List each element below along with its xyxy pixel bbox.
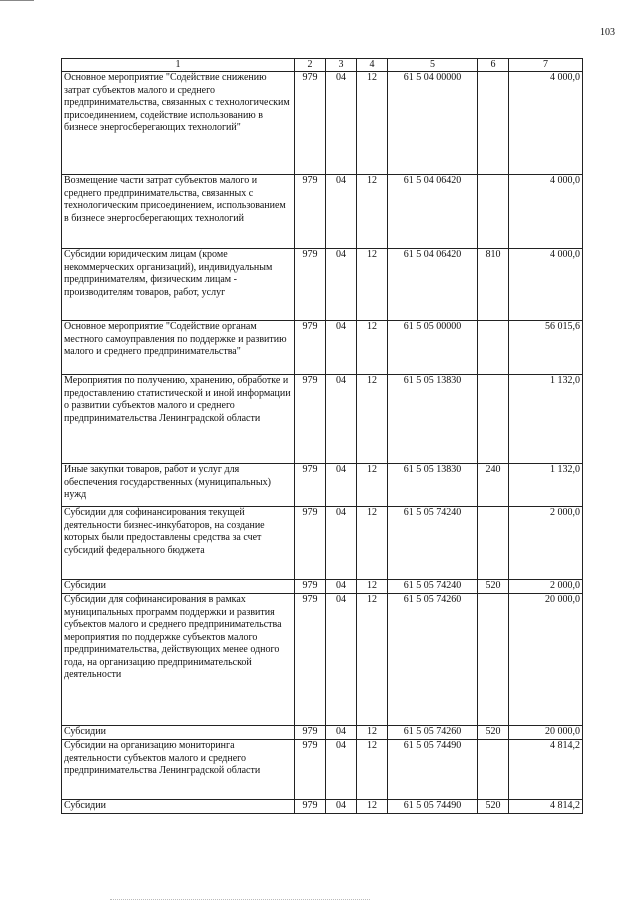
row-name: Иные закупки товаров, работ и услуг для обеспечения государственных (муниципальных) нужд — [62, 464, 295, 507]
row-name: Субсидии на организацию мониторинга деятельности субъектов малого и среднего предпринимательства Ленинградской области — [62, 740, 295, 800]
section-code: 04 — [326, 507, 357, 580]
admin-code: 979 — [295, 726, 326, 740]
target-article-code: 61 5 05 13830 — [388, 464, 478, 507]
subsection-code: 12 — [357, 249, 388, 321]
column-header: 2 — [295, 59, 326, 72]
section-code: 04 — [326, 726, 357, 740]
target-article-code: 61 5 05 74260 — [388, 594, 478, 726]
table-row — [62, 594, 583, 726]
expense-type-code: 810 — [478, 249, 509, 321]
amount: 4 000,0 — [509, 249, 583, 321]
table-row — [62, 375, 583, 464]
subsection-code: 12 — [357, 175, 388, 249]
expense-type-code: 240 — [478, 464, 509, 507]
target-article-code: 61 5 05 74240 — [388, 580, 478, 594]
subsection-code: 12 — [357, 464, 388, 507]
table-row — [62, 726, 583, 740]
section-code: 04 — [326, 175, 357, 249]
target-article-code: 61 5 05 74260 — [388, 726, 478, 740]
column-header: 4 — [357, 59, 388, 72]
amount: 2 000,0 — [509, 507, 583, 580]
target-article-code: 61 5 05 00000 — [388, 321, 478, 375]
amount: 20 000,0 — [509, 726, 583, 740]
section-code: 04 — [326, 72, 357, 175]
target-article-code: 61 5 05 74490 — [388, 740, 478, 800]
subsection-code: 12 — [357, 580, 388, 594]
section-code: 04 — [326, 740, 357, 800]
table-row — [62, 464, 583, 507]
row-name: Субсидии для софинансирования в рамках муниципальных программ поддержки и развития субъектов малого и среднего предпринимательства мероприятия по поддержке субъектов малого предпринимательства, действующих менее одного года, на организацию предпринимательской деятельности — [62, 594, 295, 726]
subsection-code: 12 — [357, 740, 388, 800]
row-name: Возмещение части затрат субъектов малого и среднего предпринимательства, связанных с технологическим присоединением, использованием в бизнесе энергосберегающих технологий — [62, 175, 295, 249]
amount: 20 000,0 — [509, 594, 583, 726]
admin-code: 979 — [295, 800, 326, 814]
row-name: Мероприятия по получению, хранению, обработке и предоставлению статистической и иной информации о развитии субъектов малого и среднего предпринимательства Ленинградской области — [62, 375, 295, 464]
section-code: 04 — [326, 594, 357, 726]
column-header: 3 — [326, 59, 357, 72]
admin-code: 979 — [295, 375, 326, 464]
admin-code: 979 — [295, 464, 326, 507]
subsection-code: 12 — [357, 375, 388, 464]
expense-type-code — [478, 594, 509, 726]
section-code: 04 — [326, 580, 357, 594]
expense-type-code — [478, 740, 509, 800]
admin-code: 979 — [295, 72, 326, 175]
subsection-code: 12 — [357, 594, 388, 726]
table-row — [62, 321, 583, 375]
target-article-code: 61 5 04 06420 — [388, 175, 478, 249]
admin-code: 979 — [295, 249, 326, 321]
table-row — [62, 249, 583, 321]
subsection-code: 12 — [357, 800, 388, 814]
subsection-code: 12 — [357, 72, 388, 175]
subsection-code: 12 — [357, 726, 388, 740]
amount: 56 015,6 — [509, 321, 583, 375]
amount: 4 814,2 — [509, 800, 583, 814]
header-row — [62, 59, 583, 72]
row-name: Субсидии — [62, 580, 295, 594]
expense-type-code: 520 — [478, 726, 509, 740]
column-header: 6 — [478, 59, 509, 72]
admin-code: 979 — [295, 580, 326, 594]
amount: 4 814,2 — [509, 740, 583, 800]
target-article-code: 61 5 05 74490 — [388, 800, 478, 814]
amount: 1 132,0 — [509, 464, 583, 507]
target-article-code: 61 5 04 06420 — [388, 249, 478, 321]
section-code: 04 — [326, 249, 357, 321]
target-article-code: 61 5 04 00000 — [388, 72, 478, 175]
section-code: 04 — [326, 321, 357, 375]
section-code: 04 — [326, 800, 357, 814]
amount: 1 132,0 — [509, 375, 583, 464]
row-name: Субсидии юридическим лицам (кроме некоммерческих организаций), индивидуальным предпринимателям, физическим лицам - производителям товаров, работ, услуг — [62, 249, 295, 321]
subsection-code: 12 — [357, 321, 388, 375]
table-row — [62, 580, 583, 594]
budget-table — [61, 58, 583, 814]
table-row — [62, 507, 583, 580]
table-row — [62, 800, 583, 814]
amount: 4 000,0 — [509, 175, 583, 249]
amount: 4 000,0 — [509, 72, 583, 175]
expense-type-code — [478, 507, 509, 580]
column-header: 7 — [509, 59, 583, 72]
row-name: Субсидии для софинансирования текущей деятельности бизнес-инкубаторов, на создание которых были предоставлены средства за счет субсидий федерального бюджета — [62, 507, 295, 580]
table-row — [62, 740, 583, 800]
table-row — [62, 175, 583, 249]
admin-code: 979 — [295, 740, 326, 800]
expense-type-code: 520 — [478, 580, 509, 594]
column-header: 1 — [62, 59, 295, 72]
admin-code: 979 — [295, 594, 326, 726]
row-name: Основное мероприятие "Содействие снижению затрат субъектов малого и среднего предпринимательства, связанных с технологическим присоединением, содействие использованию в бизнесе энергосберегающих технологий" — [62, 72, 295, 175]
expense-type-code — [478, 375, 509, 464]
row-name: Основное мероприятие "Содействие органам местного самоуправления по поддержке и развитию малого и среднего предпринимательства" — [62, 321, 295, 375]
section-code: 04 — [326, 375, 357, 464]
subsection-code: 12 — [357, 507, 388, 580]
table-row — [62, 72, 583, 175]
admin-code: 979 — [295, 507, 326, 580]
expense-type-code: 520 — [478, 800, 509, 814]
admin-code: 979 — [295, 175, 326, 249]
expense-type-code — [478, 321, 509, 375]
scan-corner-mark — [0, 0, 34, 1]
expense-type-code — [478, 72, 509, 175]
amount: 2 000,0 — [509, 580, 583, 594]
section-code: 04 — [326, 464, 357, 507]
expense-type-code — [478, 175, 509, 249]
row-name: Субсидии — [62, 726, 295, 740]
target-article-code: 61 5 05 13830 — [388, 375, 478, 464]
row-name: Субсидии — [62, 800, 295, 814]
column-header: 5 — [388, 59, 478, 72]
scan-bottom-mark — [110, 899, 370, 900]
page-number: 103 — [600, 27, 615, 38]
target-article-code: 61 5 05 74240 — [388, 507, 478, 580]
admin-code: 979 — [295, 321, 326, 375]
